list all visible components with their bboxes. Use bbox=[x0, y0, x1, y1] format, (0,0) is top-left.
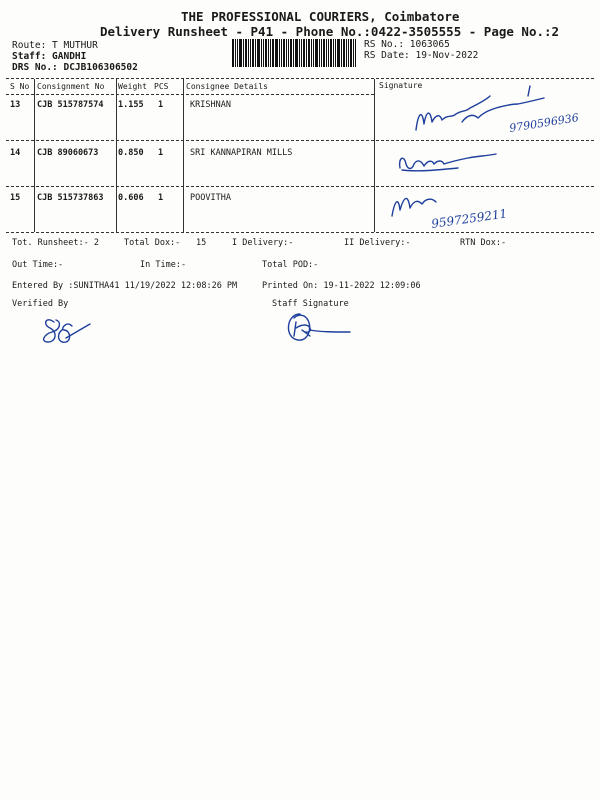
row-pcs: 1 bbox=[158, 100, 164, 110]
col-header-consignee: Consignee Details bbox=[186, 82, 268, 91]
barcode-bar bbox=[319, 39, 320, 67]
barcode-bar bbox=[283, 39, 285, 67]
row-sno: 13 bbox=[10, 100, 21, 110]
barcode-bar bbox=[315, 39, 318, 67]
barcode-bar bbox=[350, 39, 352, 67]
barcode-bar bbox=[341, 39, 342, 67]
verified-signature bbox=[36, 312, 106, 352]
barcode-bar bbox=[299, 39, 300, 67]
row-signature-note: 9790596936 bbox=[508, 111, 580, 135]
row-consignment: CJB 515787574 bbox=[37, 100, 104, 110]
row-weight: 1.155 bbox=[118, 100, 144, 110]
barcode-bar bbox=[268, 39, 269, 67]
tot-runsheet: Tot. Runsheet:- 2 bbox=[12, 238, 99, 248]
drs-number: DRS No.: DCJB106306502 bbox=[12, 62, 138, 73]
col-divider bbox=[374, 79, 375, 232]
barcode-bar bbox=[295, 39, 298, 67]
col-header-sno: S No bbox=[10, 82, 30, 91]
barcode-bar bbox=[257, 39, 260, 67]
company-title: THE PROFESSIONAL COURIERS, Coimbatore bbox=[181, 9, 460, 24]
total-dox-label: Total Dox:- bbox=[124, 238, 181, 248]
staff-signature bbox=[280, 308, 360, 348]
printed-on: Printed On: 19-11-2022 12:09:06 bbox=[262, 281, 421, 291]
barcode-image bbox=[232, 39, 357, 67]
barcode-bar bbox=[261, 39, 262, 67]
verified-by-label: Verified By bbox=[12, 299, 69, 309]
barcode-bar bbox=[288, 39, 289, 67]
col-divider bbox=[34, 79, 35, 232]
total-pod: Total POD:- bbox=[262, 260, 319, 270]
barcode-bar bbox=[343, 39, 345, 67]
barcode-bar bbox=[308, 39, 310, 67]
barcode-bar bbox=[337, 39, 340, 67]
barcode-bar bbox=[237, 39, 238, 67]
barcode-bar bbox=[245, 39, 247, 67]
rs-number: RS No.: 1063065 bbox=[364, 39, 450, 50]
barcode-bar bbox=[270, 39, 271, 67]
barcode-bar bbox=[303, 39, 305, 67]
barcode-bar bbox=[335, 39, 336, 67]
barcode-bar bbox=[321, 39, 322, 67]
row-signature-note: 9597259211 bbox=[430, 206, 509, 231]
col-divider bbox=[183, 79, 184, 232]
barcode-bar bbox=[250, 39, 251, 67]
row-pcs: 1 bbox=[158, 193, 164, 203]
col-header-weight: Weight bbox=[118, 82, 147, 91]
barcode-bar bbox=[355, 39, 356, 67]
barcode-bar bbox=[248, 39, 249, 67]
barcode-bar bbox=[330, 39, 332, 67]
row-consignee: POOVITHA bbox=[190, 193, 231, 203]
col-header-pcs: PCS bbox=[154, 82, 169, 91]
row-weight: 0.850 bbox=[118, 148, 144, 158]
barcode-bar bbox=[346, 39, 347, 67]
barcode-bar bbox=[263, 39, 264, 67]
barcode-bar bbox=[265, 39, 267, 67]
barcode-bar bbox=[293, 39, 294, 67]
entered-by: Entered By :SUNITHA41 11/19/2022 12:08:26 PM bbox=[12, 281, 238, 291]
barcode-bar bbox=[243, 39, 244, 67]
rtn-dox: RTN Dox:- bbox=[460, 238, 507, 248]
barcode-bar bbox=[235, 39, 236, 67]
table-top-rule bbox=[6, 78, 594, 79]
staff-signature-label: Staff Signature bbox=[272, 299, 349, 309]
route-label: Route: T MUTHUR bbox=[12, 40, 98, 51]
header-rule bbox=[6, 94, 374, 95]
col-divider bbox=[116, 79, 117, 232]
signature-strokes bbox=[378, 84, 598, 234]
barcode-bar bbox=[328, 39, 329, 67]
row-weight: 0.606 bbox=[118, 193, 144, 203]
staff-label: Staff: GANDHI bbox=[12, 51, 87, 62]
rs-date: RS Date: 19-Nov-2022 bbox=[364, 50, 479, 61]
runsheet-title: Delivery Runsheet - P41 - Phone No.:0422-3505555 - Page No.:2 bbox=[100, 24, 560, 39]
barcode-bar bbox=[286, 39, 287, 67]
col-header-consignment: Consignment No bbox=[37, 82, 105, 91]
row-sno: 14 bbox=[10, 148, 21, 158]
barcode-bar bbox=[353, 39, 354, 67]
barcode-bar bbox=[348, 39, 349, 67]
barcode-bar bbox=[333, 39, 334, 67]
barcode-bar bbox=[313, 39, 314, 67]
barcode-bar bbox=[301, 39, 302, 67]
barcode-bar bbox=[290, 39, 292, 67]
out-time: Out Time:- bbox=[12, 260, 64, 270]
total-dox-value: 15 bbox=[196, 238, 207, 248]
i-delivery: I Delivery:- bbox=[232, 238, 294, 248]
row-consignee: SRI KANNAPIRAN MILLS bbox=[190, 148, 293, 158]
in-time: In Time:- bbox=[140, 260, 187, 270]
barcode-bar bbox=[306, 39, 307, 67]
barcode-bar bbox=[232, 39, 234, 67]
ii-delivery: II Delivery:- bbox=[344, 238, 411, 248]
barcode-bar bbox=[281, 39, 282, 67]
barcode-bar bbox=[272, 39, 274, 67]
row-sno: 15 bbox=[10, 193, 21, 203]
barcode-bar bbox=[311, 39, 312, 67]
row-consignee: KRISHNAN bbox=[190, 100, 231, 110]
row-consignment: CJB 515737863 bbox=[37, 193, 104, 203]
row-consignment: CJB 89060673 bbox=[37, 148, 99, 158]
row-pcs: 1 bbox=[158, 148, 164, 158]
barcode-bar bbox=[252, 39, 254, 67]
barcode-bar bbox=[255, 39, 256, 67]
barcode-bar bbox=[279, 39, 280, 67]
col-header-signature: Signature bbox=[379, 81, 423, 90]
barcode-bar bbox=[326, 39, 327, 67]
barcode-bar bbox=[323, 39, 325, 67]
barcode-bar bbox=[239, 39, 242, 67]
barcode-bar bbox=[275, 39, 278, 67]
